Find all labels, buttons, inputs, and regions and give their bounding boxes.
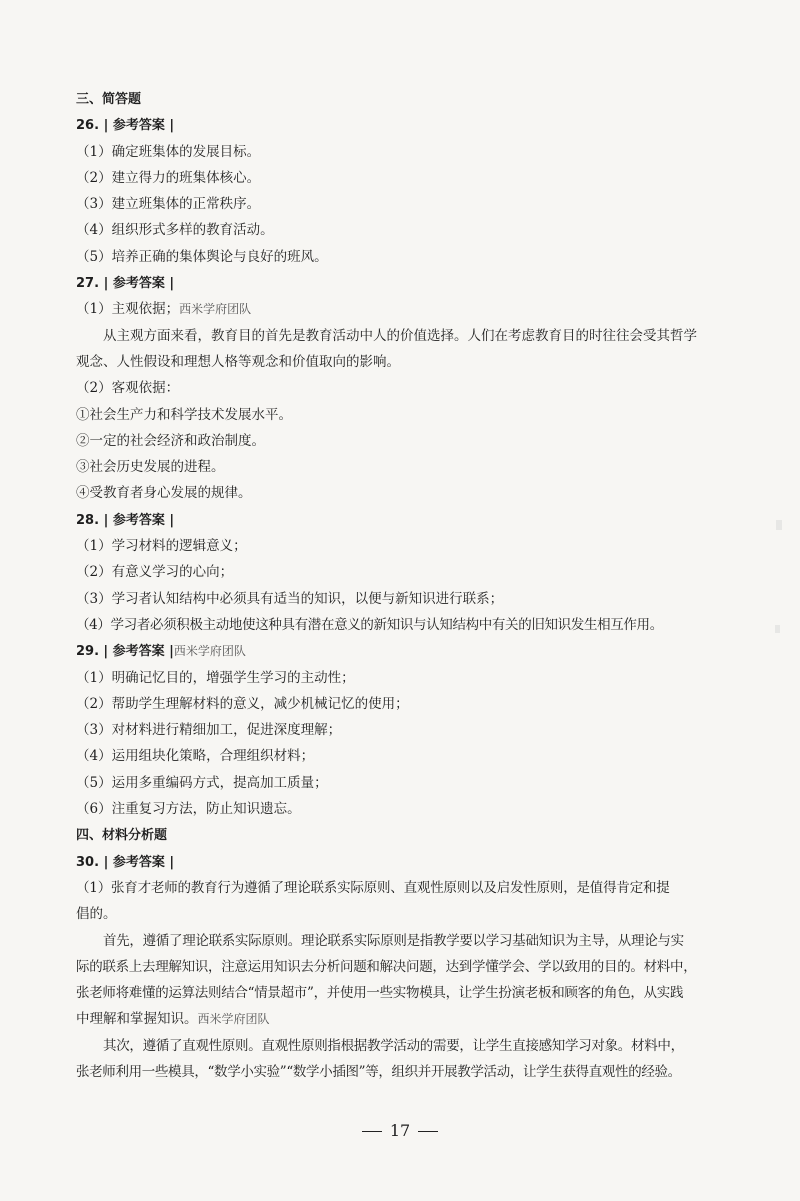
answer-tag: | 参考答案 |	[103, 276, 175, 292]
list-item: （2）有意义学习的心向；	[76, 564, 234, 581]
paragraph-line: 其次，遵循了直观性原则。直观性原则指根据教学活动的需要，让学生直接感知学习对象。材料中，	[103, 1037, 684, 1054]
answer-tag: | 参考答案 |	[103, 644, 174, 660]
list-item: （2）帮助学生理解材料的意义，减少机械记忆的使用；	[76, 695, 409, 712]
answer-tag: | 参考答案 |	[103, 512, 175, 528]
list-item: （4）组织形式多样的教育活动。	[76, 222, 274, 239]
watermark-text: 西米学府团队	[179, 302, 252, 317]
question-28-heading	[76, 512, 726, 529]
sub-heading-text: （1）主观依据；	[76, 301, 180, 318]
list-item: （1）明确记忆目的，增强学生学习的主动性；	[76, 669, 355, 686]
list-item: ①社会生产力和科学技术发展水平。	[76, 406, 292, 423]
paragraph-line: 际的联系上去理解知识，注意运用知识去分析问题和解决问题，达到学懂学会、学以致用的目的。材料中，	[76, 958, 697, 975]
question-27-heading	[76, 275, 726, 292]
paragraph-line: 倡的。	[76, 906, 117, 923]
page-footer	[0, 1121, 800, 1140]
sub-heading	[76, 301, 726, 318]
question-number: 26.	[76, 118, 100, 134]
scan-artifact	[775, 625, 780, 633]
paragraph-line: 从主观方面来看，教育目的首先是教育活动中人的价值选择。人们在考虑教育目的时往往会受其哲学	[103, 327, 697, 344]
paragraph-text: 中理解和掌握知识。	[76, 1011, 198, 1028]
paragraph-line: （1）张育才老师的教育行为遵循了理论联系实际原则、直观性原则以及启发性原则，是值得肯定和提	[76, 879, 670, 896]
section-title-material-analysis: 四、材料分析题	[76, 828, 168, 844]
question-number: 28.	[76, 512, 100, 528]
list-item: （3）学习者认知结构中必须具有适当的知识，以便与新知识进行联系；	[76, 590, 504, 607]
list-item: （5）培养正确的集体舆论与良好的班风。	[76, 248, 328, 265]
paragraph-line: 张老师将难懂的运算法则结合“情景超市”，并使用一些实物模具，让学生扮演老板和顾客的角色，从实践	[76, 985, 684, 1002]
footer-dash-right	[418, 1131, 438, 1132]
list-item: （5）运用多重编码方式，提高加工质量；	[76, 774, 328, 791]
question-number: 27.	[76, 276, 100, 292]
list-item: （1）确定班集体的发展目标。	[76, 143, 261, 160]
list-item: （4）运用组块化策略，合理组织材料；	[76, 748, 315, 765]
scan-artifact	[776, 520, 782, 530]
list-item: ②一定的社会经济和政治制度。	[76, 432, 265, 449]
question-30-heading	[76, 854, 726, 871]
watermark-text: 西米学府团队	[197, 1012, 270, 1027]
question-number: 29.	[76, 644, 100, 660]
question-26-heading	[76, 117, 726, 134]
list-item: （3）对材料进行精细加工，促进深度理解；	[76, 722, 342, 739]
paragraph-line	[76, 1011, 726, 1028]
list-item: （4）学习者必须积极主动地使这种具有潜在意义的新知识与认知结构中有关的旧知识发生相互作用。	[76, 616, 663, 633]
list-item: （2）建立得力的班集体核心。	[76, 169, 261, 186]
list-item: ④受教育者身心发展的规律。	[76, 485, 252, 502]
page-content	[76, 91, 726, 1090]
paragraph-line: 观念、人性假设和理想人格等观念和价值取向的影响。	[76, 353, 400, 370]
watermark-text: 西米学府团队	[173, 644, 246, 659]
list-item: （3）建立班集体的正常秩序。	[76, 196, 261, 213]
question-number: 30.	[76, 854, 100, 870]
list-item: （6）注重复习方法，防止知识遗忘。	[76, 801, 301, 818]
list-item: （1）学习材料的逻辑意义；	[76, 538, 247, 555]
page-number: 17	[389, 1121, 411, 1140]
list-item: ③社会历史发展的进程。	[76, 459, 225, 476]
question-29-heading	[76, 643, 726, 660]
paragraph-line: 首先，遵循了理论联系实际原则。理论联系实际原则是指教学要以学习基础知识为主导，从理论与实	[103, 932, 684, 949]
paragraph-line: 张老师利用一些模具，“数学小实验”“数学小插图”等，组织并开展教学活动，让学生获得直观性的经验。	[76, 1063, 681, 1080]
section-title-short-answer: 三、简答题	[76, 92, 142, 107]
answer-tag: | 参考答案 |	[103, 854, 175, 870]
answer-tag: | 参考答案 |	[103, 118, 175, 134]
sub-heading: （2）客观依据：	[76, 380, 180, 397]
footer-dash-left	[362, 1131, 382, 1132]
